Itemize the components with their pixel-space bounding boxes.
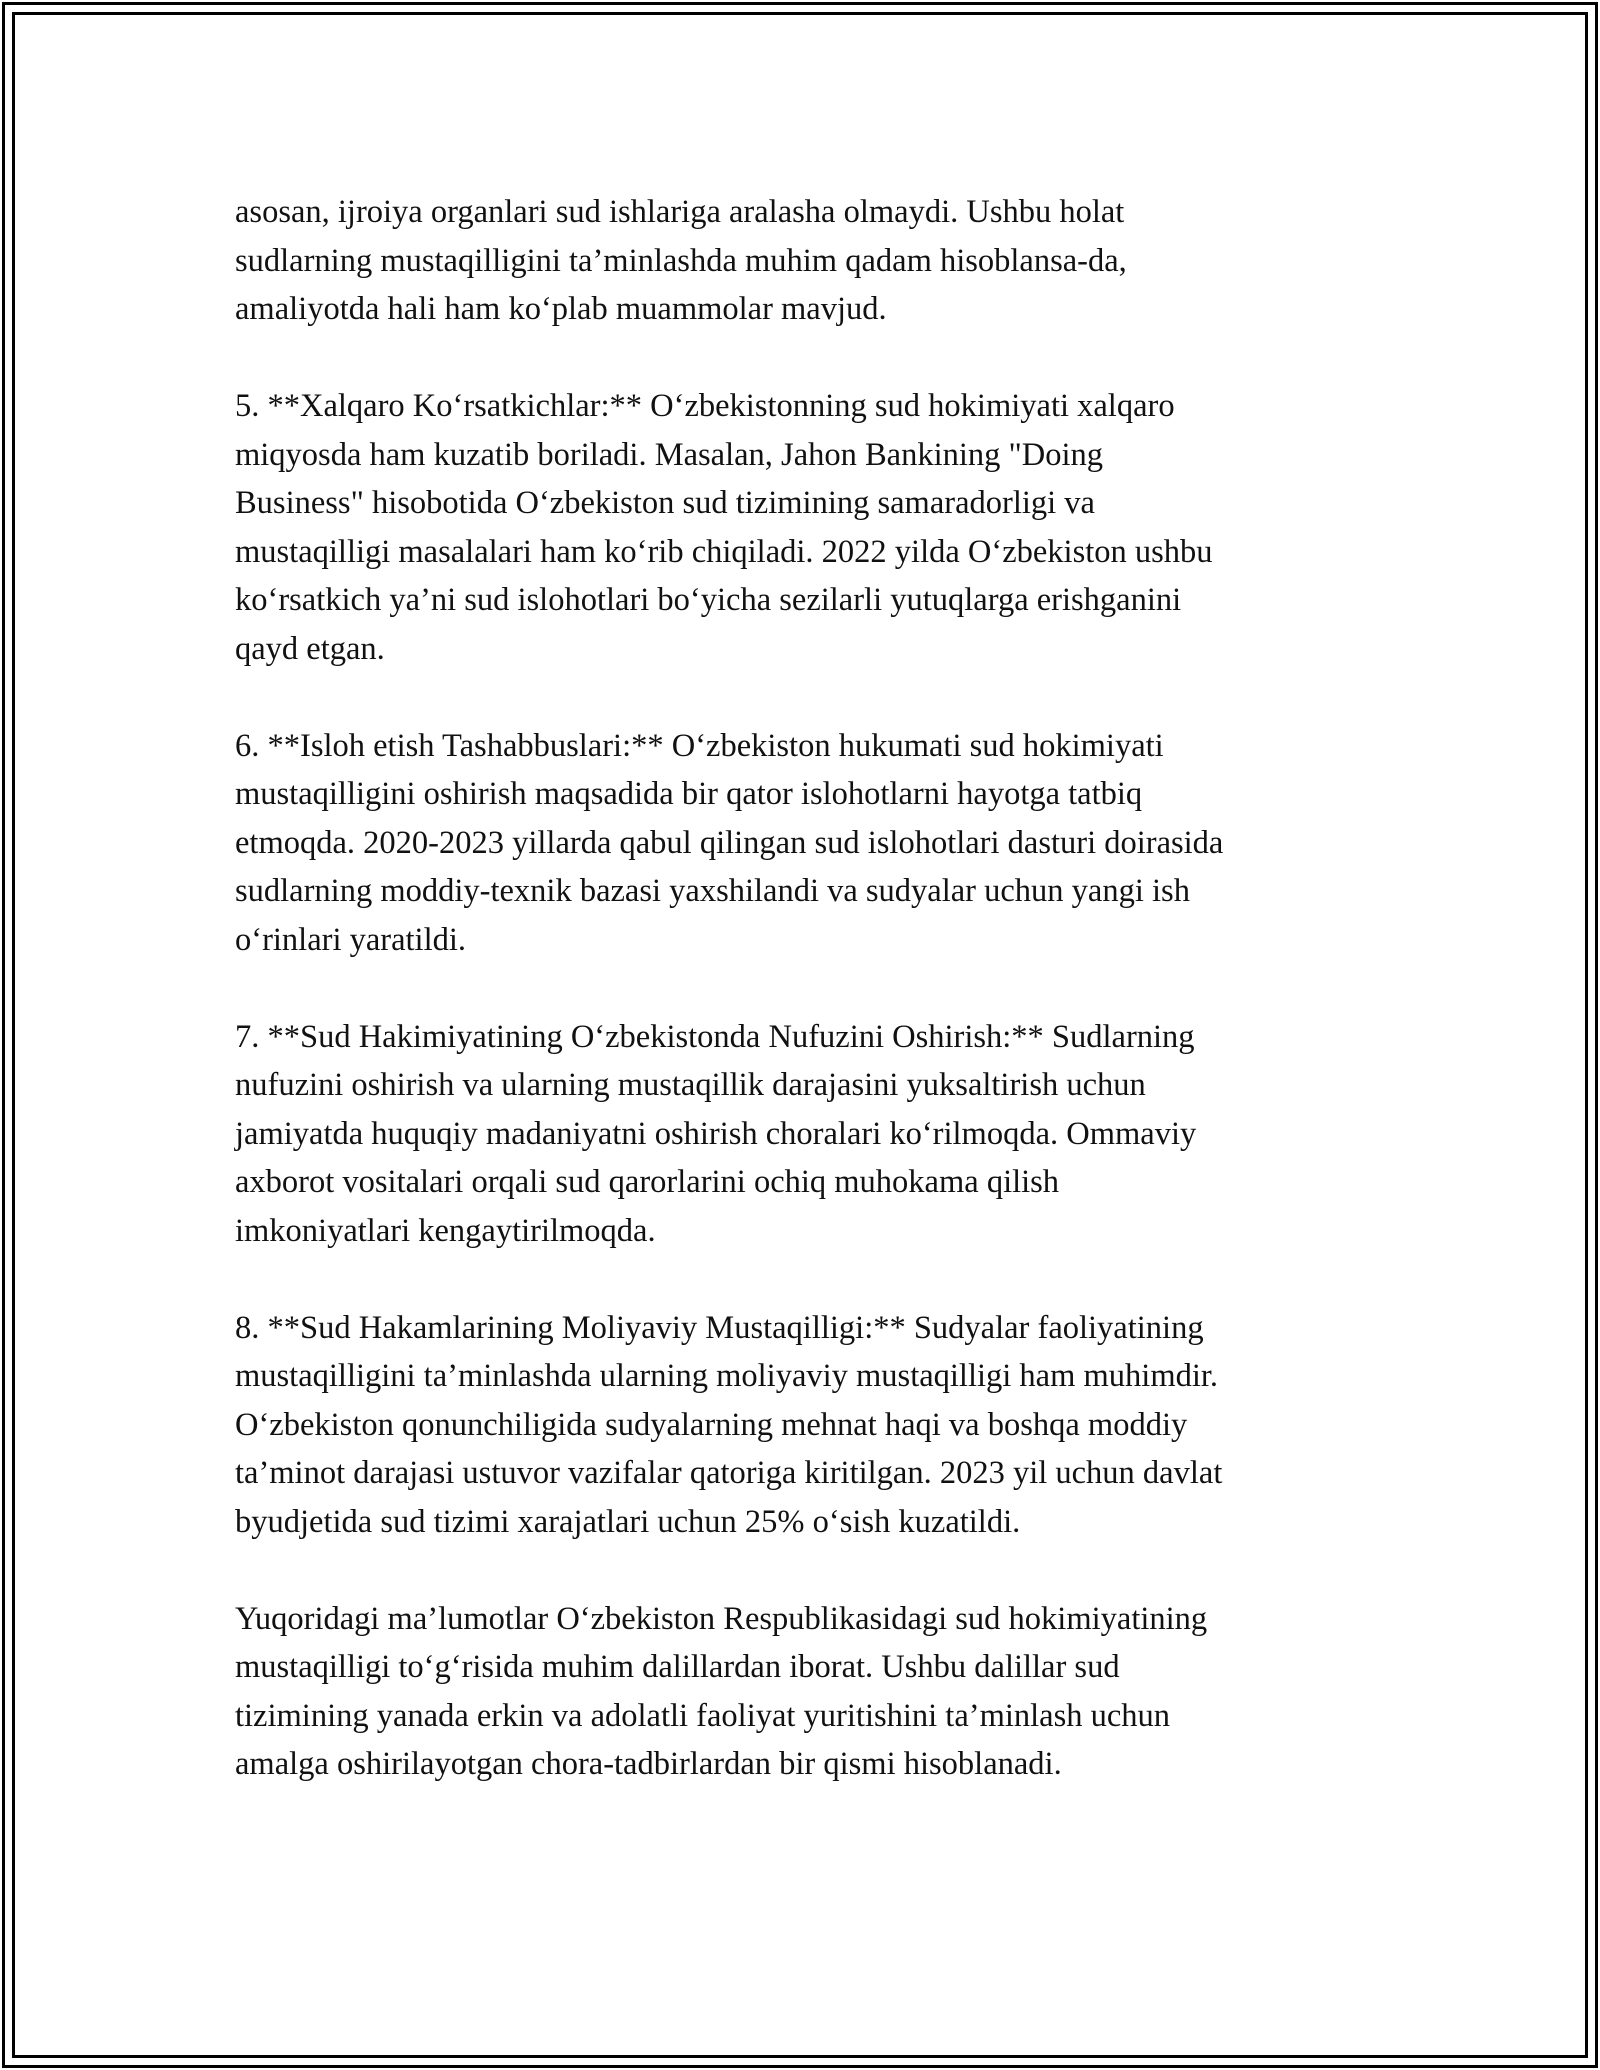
text-line: imkoniyatlari kengaytirilmoqda. bbox=[235, 1212, 656, 1249]
text-line: etmoqda. 2020-2023 yillarda qabul qilingan sud islohotlari dasturi doirasida bbox=[235, 824, 1224, 861]
paragraph-conclusion bbox=[235, 1595, 1365, 1789]
text-line: byudjetida sud tizimi xarajatlari uchun 25% o‘sish kuzatildi. bbox=[235, 1503, 1021, 1540]
text-line: ta’minot darajasi ustuvor vazifalar qatoriga kiritilgan. 2023 yil uchun davlat bbox=[235, 1455, 1223, 1491]
text-line: Yuqoridagi ma’lumotlar O‘zbekiston Respublikasidagi sud hokimiyatining bbox=[235, 1600, 1208, 1637]
text-line: mustaqilligini oshirish maqsadida bir qator islohotlarni hayotga tatbiq bbox=[235, 776, 1143, 812]
paragraph-item-7 bbox=[235, 1013, 1365, 1256]
text-line: o‘rinlari yaratildi. bbox=[235, 921, 467, 958]
text-line: nufuzini oshirish va ularning mustaqillik darajasini yuksaltirish uchun bbox=[235, 1067, 1146, 1103]
text-line: asosan, ijroiya organlari sud ishlariga aralasha olmaydi. Ushbu holat bbox=[235, 194, 1125, 230]
paragraph-item-8 bbox=[235, 1304, 1365, 1547]
text-line: mustaqilligi to‘g‘risida muhim dalillardan iborat. Ushbu dalillar sud bbox=[235, 1649, 1120, 1685]
text-line: 6. **Isloh etish Tashabbuslari:** O‘zbekiston hukumati sud hokimiyati bbox=[235, 727, 1164, 764]
text-line: ko‘rsatkich ya’ni sud islohotlari bo‘yicha sezilarli yutuqlarga erishganini bbox=[235, 582, 1182, 618]
text-line: amalga oshirilayotgan chora-tadbirlardan bir qismi hisoblanadi. bbox=[235, 1746, 1062, 1782]
text-line: tizimining yanada erkin va adolatli faoliyat yuritishini ta’minlash uchun bbox=[235, 1697, 1171, 1734]
paragraph-item-5 bbox=[235, 382, 1365, 673]
document-body bbox=[235, 188, 1365, 1837]
paragraph-item-6 bbox=[235, 722, 1365, 965]
text-line: 7. **Sud Hakimiyatining O‘zbekistonda Nufuzini Oshirish:** Sudlarning bbox=[235, 1018, 1195, 1055]
text-line: mustaqilligini ta’minlashda ularning moliyaviy mustaqilligi ham muhimdir. bbox=[235, 1358, 1219, 1394]
text-line: qayd etgan. bbox=[235, 630, 385, 667]
text-line: miqyosda ham kuzatib boriladi. Masalan, Jahon Bankining "Doing bbox=[235, 436, 1104, 473]
text-line: mustaqilligi masalalari ham ko‘rib chiqiladi. 2022 yilda O‘zbekiston ushbu bbox=[235, 533, 1213, 570]
text-line: sudlarning moddiy-texnik bazasi yaxshilandi va sudyalar uchun yangi ish bbox=[235, 873, 1190, 909]
text-line: sudlarning mustaqilligini ta’minlashda muhim qadam hisoblansa-da, bbox=[235, 242, 1127, 279]
text-line: amaliyotda hali ham ko‘plab muammolar mavjud. bbox=[235, 291, 887, 327]
text-line: jamiyatda huquqiy madaniyatni oshirish choralari ko‘rilmoqda. Ommaviy bbox=[235, 1115, 1197, 1152]
paragraph-intro-continuation bbox=[235, 188, 1365, 334]
text-line: O‘zbekiston qonunchiligida sudyalarning mehnat haqi va boshqa moddiy bbox=[235, 1406, 1188, 1443]
text-line: 8. **Sud Hakamlarining Moliyaviy Mustaqilligi:** Sudyalar faoliyatining bbox=[235, 1309, 1204, 1346]
text-line: Business" hisobotida O‘zbekiston sud tizimining samaradorligi va bbox=[235, 485, 1095, 521]
text-line: axborot vositalari orqali sud qarorlarini ochiq muhokama qilish bbox=[235, 1164, 1060, 1200]
text-line: 5. **Xalqaro Ko‘rsatkichlar:** O‘zbekistonning sud hokimiyati xalqaro bbox=[235, 388, 1175, 424]
